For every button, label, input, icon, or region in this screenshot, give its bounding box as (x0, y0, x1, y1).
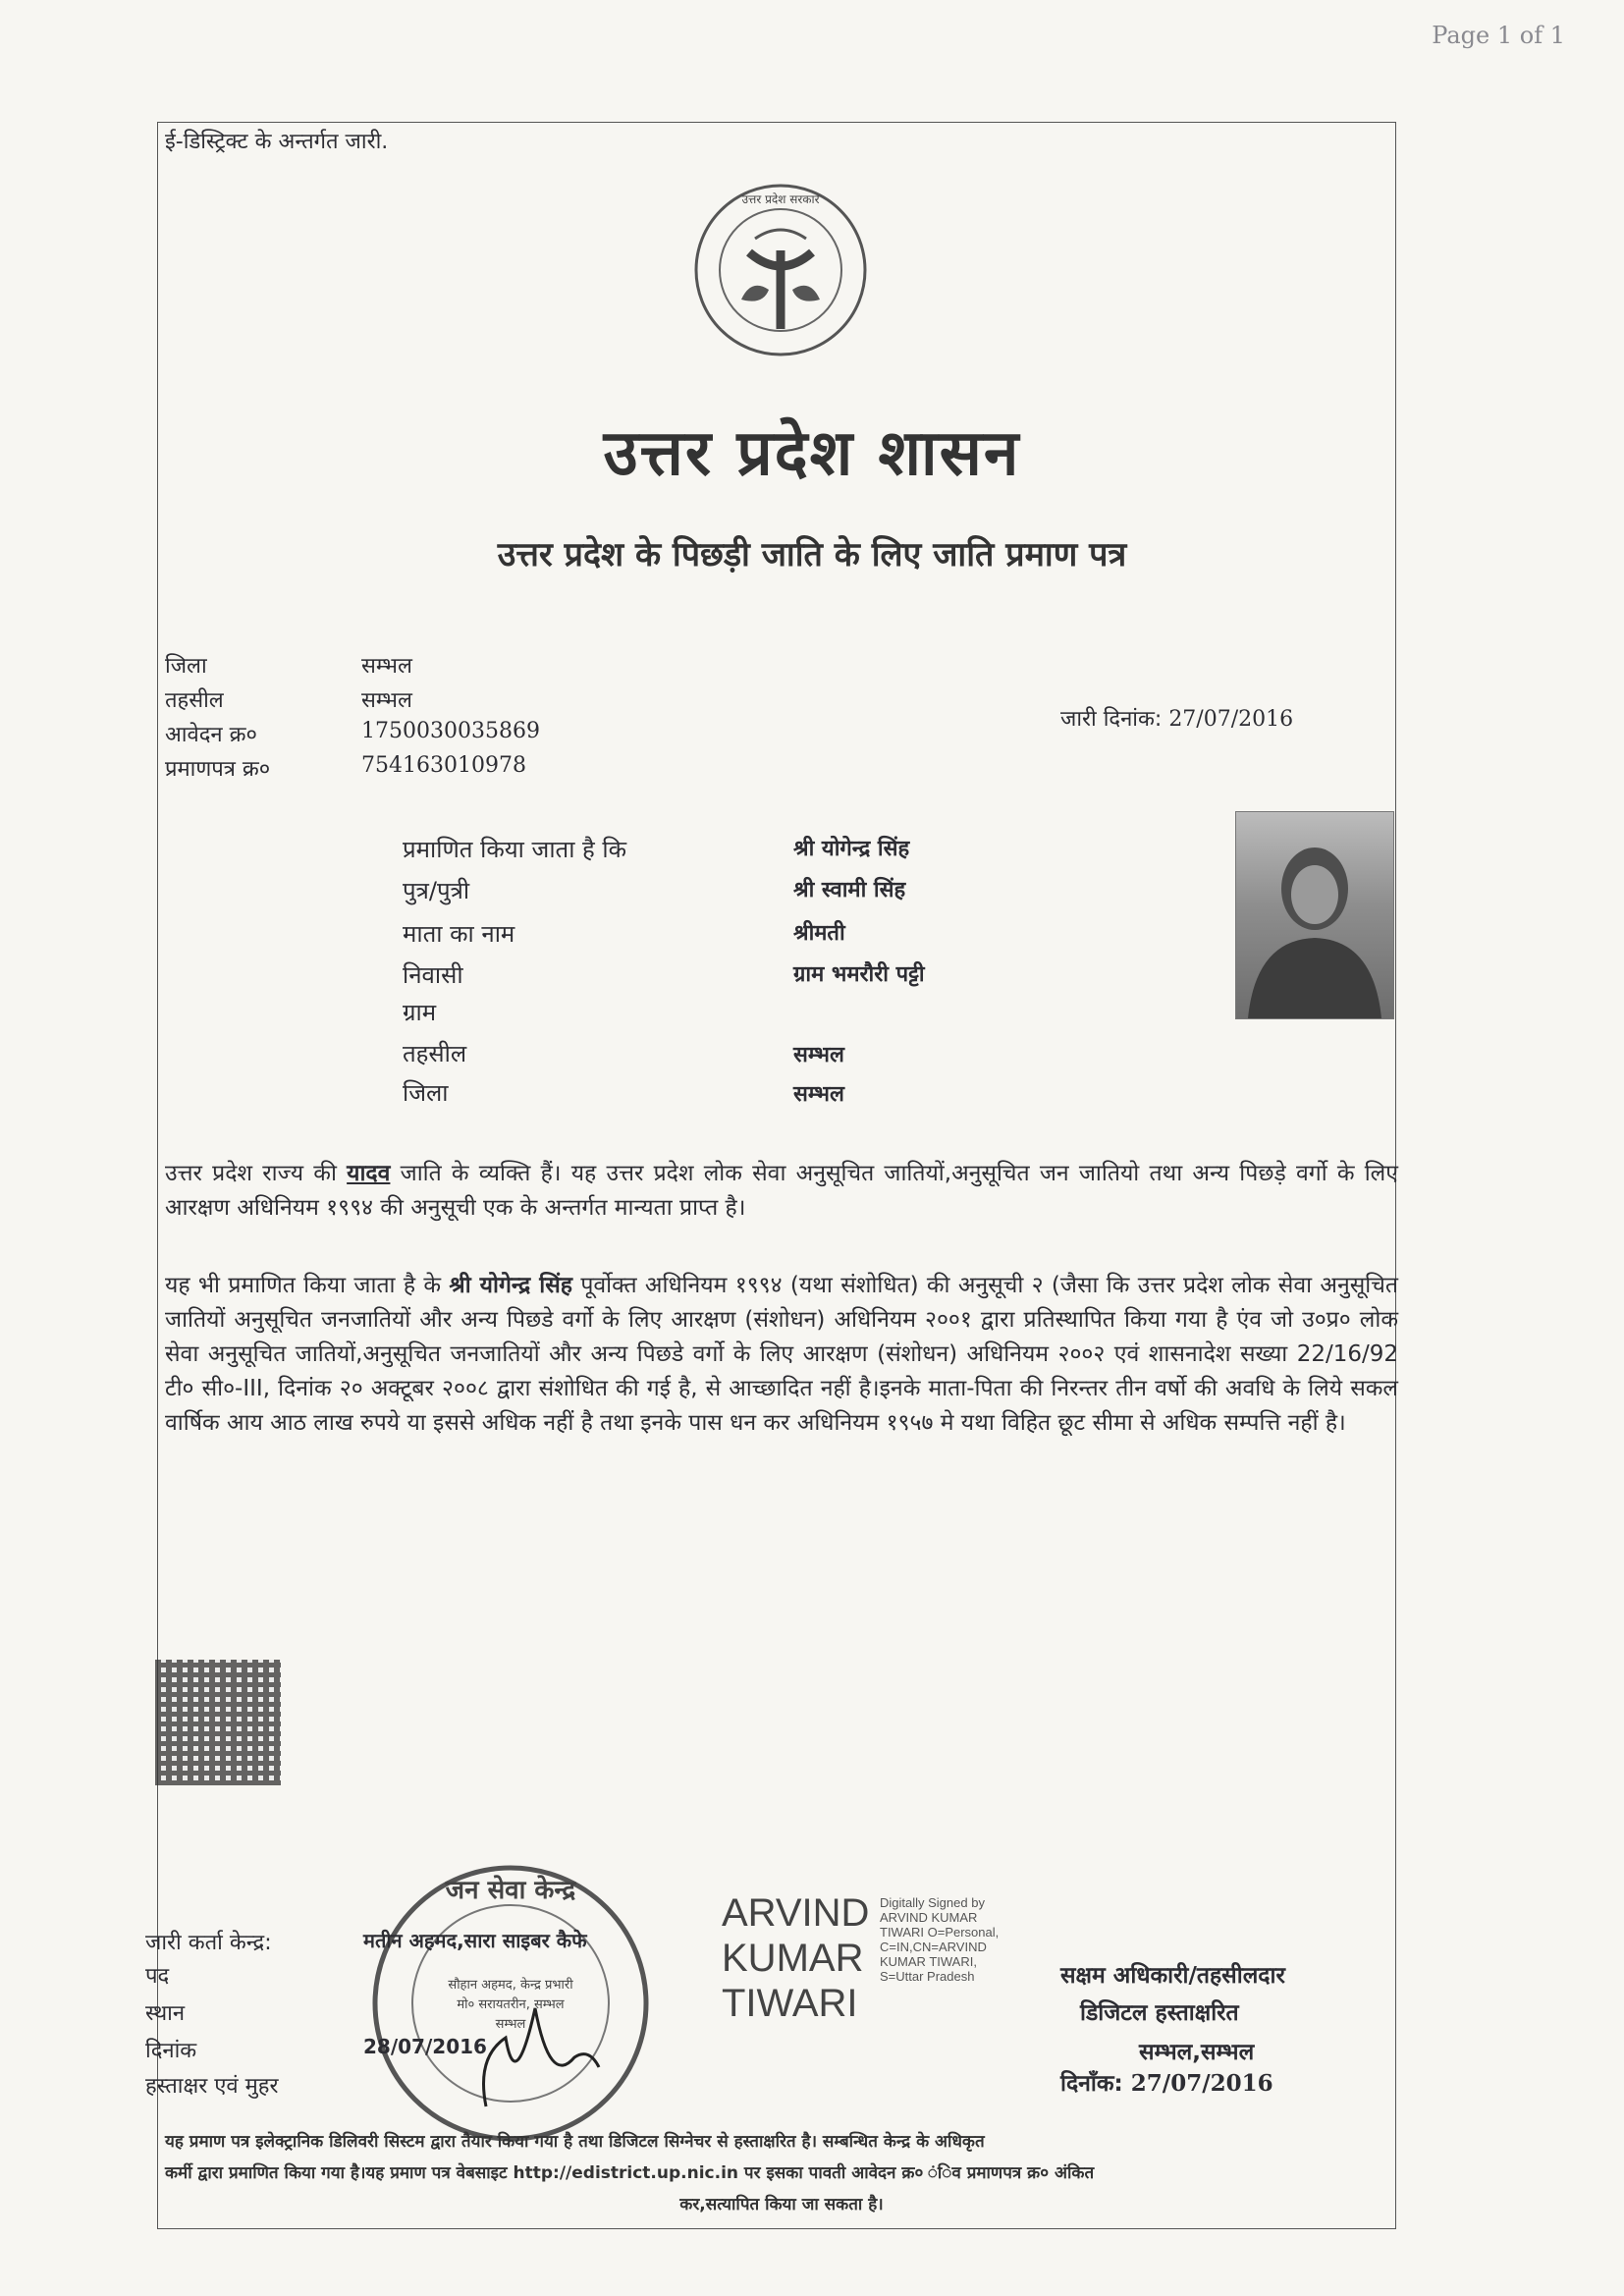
digital-signature-details (880, 1895, 999, 1984)
sig-detail-line: TIWARI O=Personal, (880, 1925, 1000, 1940)
field-label-tehsil: तहसील (403, 1040, 467, 1067)
certificate-subtitle: उत्तर प्रदेश के पिछड़ी जाति के लिए जाति प्रमाण पत्र (497, 535, 1127, 574)
officer-date (1060, 2066, 1273, 2098)
field-value-district: सम्भल (793, 1082, 844, 1107)
applicant-photo (1235, 811, 1394, 1019)
field-label-resident: निवासी (403, 961, 463, 989)
kendra-value-center: मतीन अहमद,सारा साइबर कैफे (363, 1929, 587, 1952)
meta-label-tehsil: तहसील (165, 688, 224, 713)
officer-title: सक्षम अधिकारी/तहसीलदार (1060, 1963, 1285, 1989)
caste-declaration (165, 1157, 1398, 1226)
footer-line-2: कर्मी द्वारा प्रमाणित किया गया है।यह प्रमाण पत्र वेबसाइट http://edistrict.up.nic.in पर इसका पावती आवेदन क्र० ंिव प्रमाणपत्र क्र० अंकित (165, 2163, 1095, 2183)
meta-label-application-no: आवेदन क्र० (165, 723, 257, 747)
kendra-label-post: पद (145, 1964, 170, 1989)
meta-value-application-no: 1750030035869 (361, 719, 540, 743)
page-number: Page 1 of 1 (1432, 22, 1565, 49)
stamp-text: जन सेवा केन्द्र (445, 1876, 576, 1905)
meta-label-district: जिला (165, 654, 207, 679)
field-label-son-daughter: पुत्र/पुत्री (403, 877, 470, 904)
person-silhouette-icon (1236, 812, 1393, 1018)
kendra-label-date: दिनांक (145, 2039, 197, 2063)
sig-detail-line: KUMAR TIWARI, (880, 1954, 977, 1969)
creamy-layer-intro: यह भी प्रमाणित किया जाता है के (165, 1273, 450, 1298)
caste-declaration-rest: जाति के व्यक्ति हैं। यह उत्तर प्रदेश लोक सेवा अनुसूचित जातियों,अनुसूचित जन जातियो तथा अन्य पिछड़े वर्गो के लिए आरक्षण अधिनियम १९९४ की अनुसूची एक के अन्तर्गत मान्यता प्राप्त है। (165, 1161, 1398, 1221)
field-value-resident: ग्राम भमरौरी पट्टी (793, 962, 925, 987)
field-label-certified: प्रमाणित किया जाता है कि (403, 836, 627, 863)
field-label-district: जिला (403, 1079, 449, 1107)
meta-label-certificate-no: प्रमाणपत्र क्र० (165, 757, 271, 782)
signer-name-line-2: KUMAR (722, 1937, 864, 1980)
issue-date (1060, 703, 1293, 733)
footer-note (165, 2126, 1398, 2220)
issue-date-label: जारी दिनांक: (1060, 707, 1163, 732)
creamy-layer-rest: पूर्वोक्त अधिनियम १९९४ (यथा संशोधित) की अनुसूची २ (जैसा कि उत्तर प्रदेश लोक सेवा अनुसूचित जातियों अनुसूचित जनजातियों और अन्य पिछडे वर्गो के लिए आरक्षण (संशोधन) अधिनियम २००१ द्वारा प्रतिस्थापित किया गया है एंव जो उ०प्र० लोक सेवा अनुसूचित जातियों,अनुसूचित जनजातियों और अन्य पिछडे वर्गो के लिए आरक्षण (संशोधन) अधिनियम २००२ एवं शासनादेश सख्या 22/16/92 टी० सी०-III, दिनांक २० अक्टूबर २००८ द्वारा संशोधित की गई है, से आच्छादित नहीं है।इनके माता-पिता की निरन्तर तीन वर्षो की अवधि के लिये सकल वार्षिक आय आठ लाख रुपये या इससे अधिक नहीं है तथा इनके पास धन कर अधिनियम १९५७ मे यथा विहित छूट सीमा से अधिक सम्पत्ति नहीं है। (165, 1273, 1398, 1436)
officer-date-label: दिनाँक: (1060, 2071, 1123, 2097)
emblem-text: उत्तर प्रदेश सरकार (741, 192, 820, 206)
sig-detail-line: Digitally Signed by (880, 1895, 985, 1910)
officer-date-value: 27/07/2016 (1130, 2070, 1273, 2097)
kendra-value-date: 28/07/2016 (363, 2035, 487, 2058)
footer-line-3: कर,सत्यापित किया जा सकता है। (679, 2195, 884, 2214)
issued-under-note: ई-डिस्ट्रिक्ट के अन्तर्गत जारी. (165, 130, 389, 154)
field-label-mother: माता का नाम (403, 920, 515, 948)
sig-detail-line: S=Uttar Pradesh (880, 1969, 975, 1984)
stamp-line-1: सौहान अहमद, केन्द्र प्रभारी (448, 1978, 573, 1993)
footer-line-1: यह प्रमाण पत्र इलेक्ट्रानिक डिलिवरी सिस्टम द्वारा तैयार किया गया है तथा डिजिटल सिग्नेचर से हस्ताक्षरित है। सम्बन्धित केन्द्र के अधिकृत (165, 2132, 985, 2152)
caste-declaration-intro: उत्तर प्रदेश राज्य की (165, 1161, 348, 1186)
stamp-line-3: सम्भल (495, 2017, 526, 2032)
kendra-label-center: जारी कर्ता केन्द्र: (145, 1931, 272, 1955)
stamp-line-2: मो० सरायतरीन, सम्भल (457, 1997, 565, 2012)
creamy-layer-declaration (165, 1269, 1398, 1441)
meta-value-certificate-no: 754163010978 (361, 753, 526, 778)
field-value-tehsil: सम्भल (793, 1043, 844, 1067)
page-title: उत्तर प्रदेश शासन (603, 417, 1021, 490)
digital-signature-name (722, 1890, 869, 2026)
field-value-name: श्री योगेन्द्र सिंह (793, 837, 910, 861)
field-value-father: श्री स्वामी सिंह (793, 878, 906, 902)
sig-detail-line: ARVIND KUMAR (880, 1910, 978, 1925)
creamy-layer-name: श्री योगेन्द्र सिंह (449, 1273, 572, 1298)
signer-name-line-1: ARVIND (722, 1891, 870, 1935)
meta-value-tehsil: सम्भल (361, 688, 412, 713)
qr-code-icon (155, 1660, 281, 1785)
officer-digital-signed: डिजिटल हस्ताक्षरित (1080, 2000, 1239, 2026)
issue-date-value: 27/07/2016 (1168, 707, 1294, 732)
officer-place: सम्भल,सम्भल (1139, 2040, 1255, 2065)
field-label-village: ग्राम (403, 999, 437, 1026)
sig-detail-line: C=IN,CN=ARVIND (880, 1940, 987, 1954)
meta-value-district: सम्भल (361, 654, 412, 679)
up-state-emblem-icon (692, 182, 869, 358)
kendra-label-place: स्थान (145, 2001, 186, 2026)
kendra-stamp-icon (368, 1861, 653, 2146)
signer-name-line-3: TIWARI (722, 1982, 858, 2025)
field-value-mother: श्रीमती (793, 921, 845, 946)
caste-name: यादव (347, 1161, 391, 1186)
kendra-label-signature: हस्ताक्षर एवं मुहर (145, 2074, 279, 2099)
